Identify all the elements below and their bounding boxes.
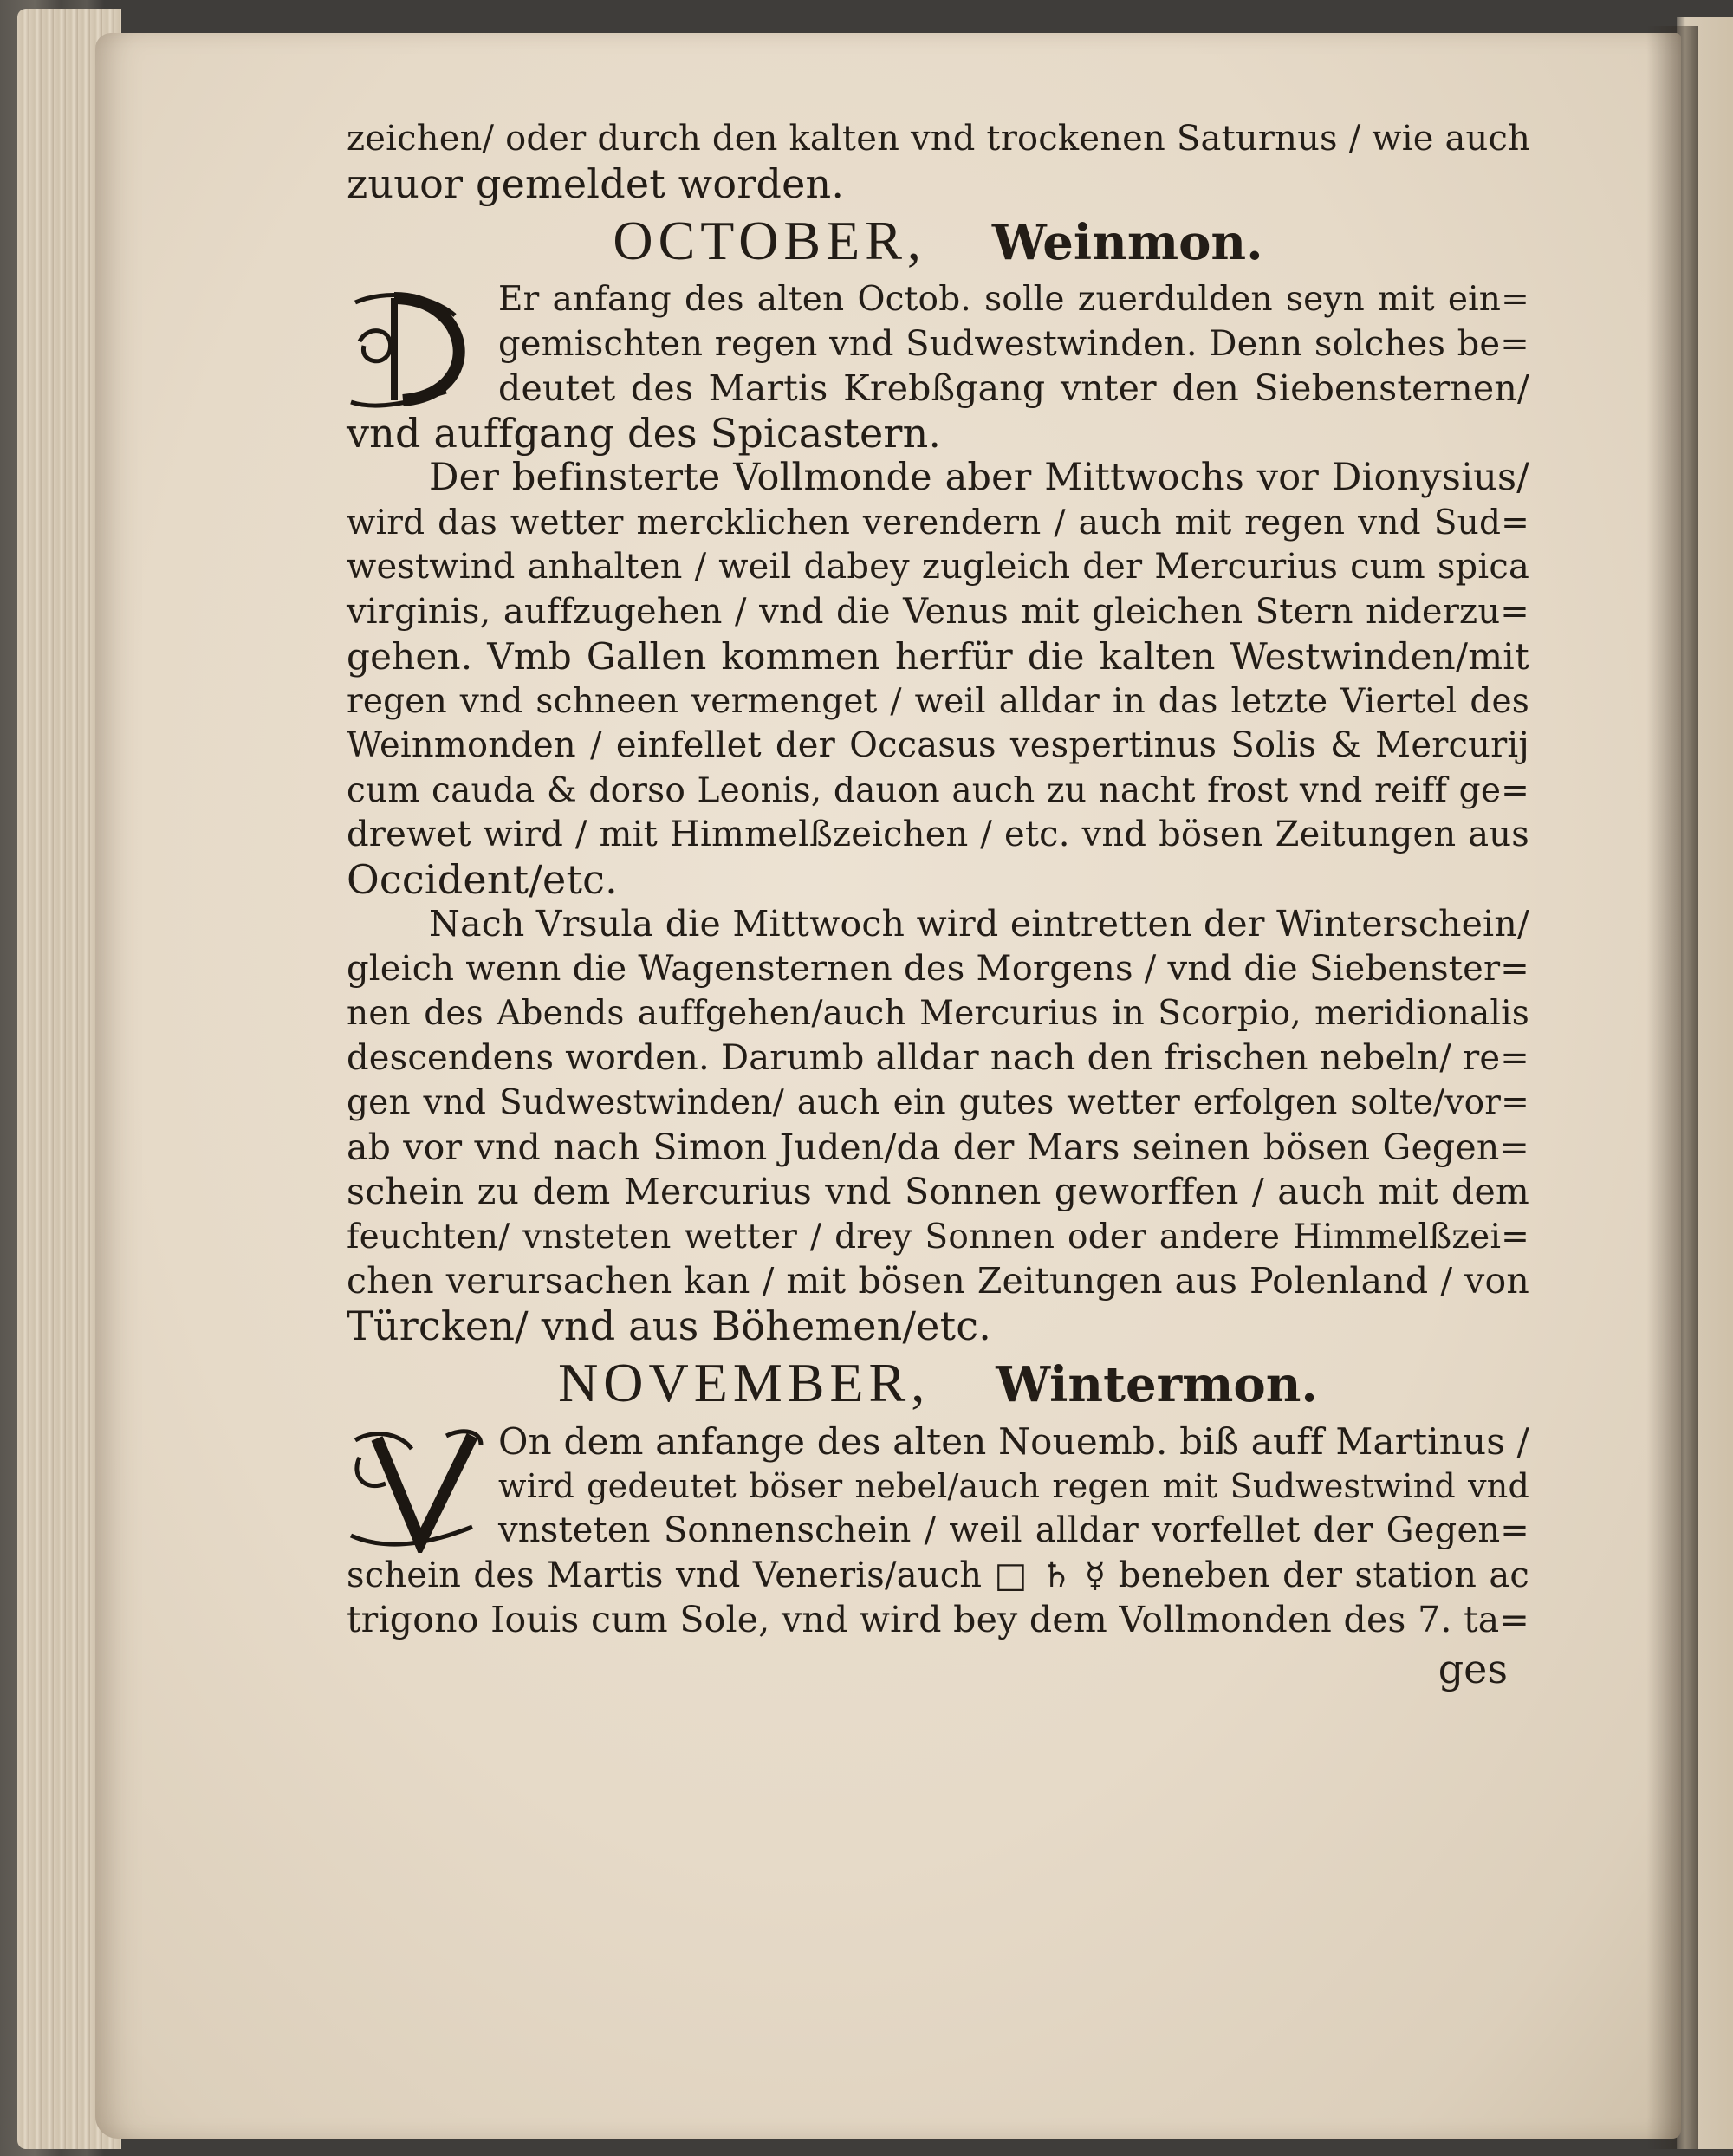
text-line: vnd auffgang des Spicastern. bbox=[347, 409, 942, 457]
october-heading-native: Weinmon. bbox=[991, 214, 1263, 271]
october-paragraph-2 bbox=[347, 456, 1529, 902]
text-line: feuchten/ vnsteten wetter / drey Sonnen oder andere Himmelßzei= bbox=[347, 1217, 1529, 1257]
november-paragraph-1 bbox=[347, 1419, 1529, 1643]
text-line: zuuor gemeldet worden. bbox=[347, 159, 845, 207]
text-line: schein des Martis vnd Veneris/auch □ ♄ ☿ beneben der station ac bbox=[347, 1555, 1529, 1595]
text-line: gemischten regen vnd Sudwestwinden. Denn solches be= bbox=[498, 323, 1529, 364]
text-line: nen des Abends auffgehen/auch Mercurius in Scorpio, meridionalis bbox=[347, 994, 1529, 1033]
october-heading-latin: OCTOBER, bbox=[613, 210, 926, 271]
october-heading bbox=[347, 206, 1529, 277]
text-line: virginis, auffzugehen / vnd die Venus mit gleichen Stern niderzu= bbox=[347, 591, 1529, 632]
text-line: wird das wetter mercklichen verendern / auch mit regen vnd Sud= bbox=[347, 503, 1529, 542]
november-heading-native: Wintermon. bbox=[996, 1356, 1318, 1413]
text-line: gleich wenn die Wagensternen des Morgens / vnd die Siebenster= bbox=[347, 948, 1529, 989]
october-paragraph-1 bbox=[347, 277, 1529, 456]
drop-cap-flourish-icon bbox=[342, 1423, 485, 1553]
text-line: ab vor vnd nach Simon Juden/da der Mars seinen bösen Gegen= bbox=[347, 1126, 1529, 1168]
text-line: zeichen/ oder durch den kalten vnd trockenen Saturnus / wie auch bbox=[347, 119, 1531, 159]
binding-shadow bbox=[1646, 26, 1698, 2149]
drop-cap-v bbox=[342, 1423, 485, 1553]
text-line: Er anfang des alten Octob. solle zuerdulden seyn mit ein= bbox=[498, 280, 1529, 319]
text-line: chen verursachen kan / mit bösen Zeitungen aus Polenland / von bbox=[347, 1260, 1529, 1302]
text-line: On dem anfange des alten Nouemb. biß auff Martinus / bbox=[498, 1420, 1529, 1463]
october-paragraph-3 bbox=[347, 902, 1529, 1348]
drop-cap-d bbox=[342, 281, 485, 411]
text-line: drewet wird / mit Himmelßzeichen / etc. vnd bösen Zeitungen aus bbox=[347, 815, 1529, 854]
text-line: regen vnd schneen vermenget / weil alldar in das letzte Viertel des bbox=[347, 681, 1529, 721]
text-line: Der befinsterte Vollmonde aber Mittwochs vor Dionysius/ bbox=[429, 456, 1529, 499]
text-line: gehen. Vmb Gallen kommen herfür die kalten Westwinden/mit bbox=[347, 635, 1529, 678]
text-line: vnsteten Sonnenschein / weil alldar vorfellet der Gegen= bbox=[498, 1510, 1529, 1550]
drop-cap-flourish-icon bbox=[342, 281, 485, 411]
text-line: Occident/etc. bbox=[347, 855, 618, 903]
november-heading-latin: NOVEMBER, bbox=[558, 1352, 931, 1413]
text-line: westwind anhalten / weil dabey zugleich der Mercurius cum spica bbox=[347, 547, 1529, 587]
text-line: schein zu dem Mercurius vnd Sonnen geworffen / auch mit dem bbox=[347, 1171, 1529, 1212]
text-line: Türcken/ vnd aus Böhemen/etc. bbox=[347, 1302, 992, 1349]
text-line: gen vnd Sudwestwinden/ auch ein gutes wetter erfolgen solte/vor= bbox=[347, 1083, 1529, 1122]
page-text bbox=[347, 117, 1529, 1695]
text-line: Nach Vrsula die Mittwoch wird eintretten der Winterschein/ bbox=[429, 903, 1529, 945]
text-line: Weinmonden / einfellet der Occasus vespertinus Solis & Mercurij bbox=[347, 725, 1529, 765]
text-line: wird gedeutet böser nebel/auch regen mit Sudwestwind vnd bbox=[498, 1466, 1529, 1505]
november-heading bbox=[347, 1348, 1529, 1419]
text-line: descendens worden. Darumb alldar nach den frischen nebeln/ re= bbox=[347, 1037, 1529, 1078]
text-line: cum cauda & dorso Leonis, dauon auch zu nacht frost vnd reiff ge= bbox=[347, 770, 1529, 810]
catchword: ges bbox=[1438, 1645, 1508, 1692]
text-line: deutet des Martis Krebßgang vnter den Siebensternen/ bbox=[498, 367, 1529, 409]
text-line: trigono Iouis cum Sole, vnd wird bey dem Vollmonden des 7. ta= bbox=[347, 1599, 1529, 1640]
